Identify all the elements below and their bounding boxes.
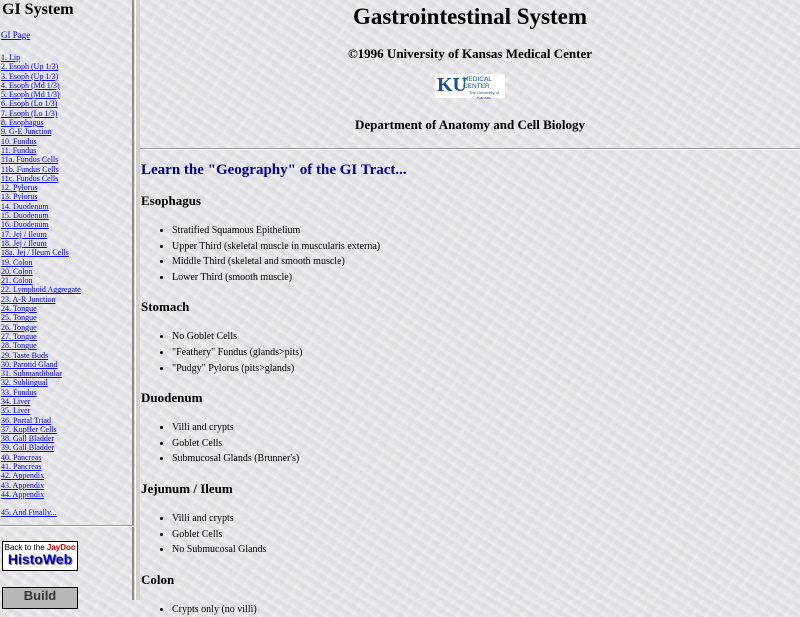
nav-link[interactable]: 9. G-E Junction xyxy=(1,127,52,137)
nav-list-item xyxy=(1,332,132,341)
nav-list xyxy=(1,53,132,499)
nav-list-item xyxy=(1,369,132,378)
nav-link[interactable]: 16. Duodenum xyxy=(1,220,49,230)
main-content-frame xyxy=(140,0,800,615)
nav-link[interactable]: 15. Duodenum xyxy=(1,211,49,221)
nav-link[interactable]: 8. Esophagus xyxy=(1,118,44,128)
nav-link[interactable]: 26. Tongue xyxy=(1,322,37,332)
nav-link[interactable]: 27. Tongue xyxy=(1,331,37,341)
nav-list-item xyxy=(1,443,132,452)
nav-list-item xyxy=(1,258,132,267)
nav-list-item xyxy=(1,267,132,276)
nav-link[interactable]: 39. Gall Bladder xyxy=(1,443,55,453)
header-divider xyxy=(140,148,800,150)
section-list-item: • Villi and crypts xyxy=(172,511,800,527)
nav-list-item xyxy=(1,304,132,313)
nav-list-item xyxy=(1,434,132,443)
nav-list-item xyxy=(1,481,132,490)
section-list xyxy=(141,511,800,558)
section-heading: Jejunum / Ileum xyxy=(141,480,233,496)
histoweb-button[interactable] xyxy=(2,541,78,571)
nav-link[interactable]: 11a. Fundus Cells xyxy=(1,155,59,165)
nav-link[interactable]: 21. Colon xyxy=(1,276,33,286)
nav-list-item xyxy=(1,378,132,387)
nav-link[interactable]: 23. A-R Junction xyxy=(1,294,56,304)
jaydoc-label: JayDoc xyxy=(46,543,76,552)
nav-list-item xyxy=(1,109,132,118)
section-list-item: • Upper Third (skeletal muscle in muscularis externa) xyxy=(172,239,800,255)
nav-link[interactable]: 2. Esoph (Up 1/3) xyxy=(1,62,59,72)
section-list xyxy=(141,223,800,285)
nav-list-item xyxy=(1,211,132,220)
nav-list-item xyxy=(1,397,132,406)
nav-list-item xyxy=(1,192,132,201)
nav-link[interactable]: 18. Jej / Ileum xyxy=(1,238,47,248)
section-heading: Duodenum xyxy=(141,390,203,406)
nav-list-item xyxy=(1,146,132,155)
section-heading: Esophagus xyxy=(141,193,201,208)
nav-link[interactable]: 37. Kupffer Cells xyxy=(1,424,57,434)
nav-link[interactable]: 6. Esoph (Lo 1/3) xyxy=(1,99,58,109)
nav-list-item xyxy=(1,276,132,285)
nav-list-item xyxy=(1,248,132,257)
nav-list-item xyxy=(1,239,132,248)
section-list xyxy=(141,420,800,467)
nav-link[interactable]: 38. Gall Bladder xyxy=(1,434,55,444)
nav-list-item xyxy=(1,295,132,304)
nav-list-item xyxy=(1,81,132,90)
section-list-item: • Goblet Cells xyxy=(172,436,800,452)
intro-heading: Learn the "Geography" of the GI Tract... xyxy=(141,162,407,178)
nav-list-item xyxy=(1,471,132,480)
nav-link[interactable]: 20. Colon xyxy=(1,266,33,276)
nav-list-item xyxy=(1,165,132,174)
section-list xyxy=(141,329,800,376)
copyright-text: ©1996 University of Kansas Medical Center xyxy=(347,46,593,61)
nav-link[interactable]: 7. Esoph (Lo 1/3) xyxy=(1,108,58,118)
nav-list-item xyxy=(1,388,132,397)
nav-link[interactable]: 29. Taste Buds xyxy=(1,350,49,360)
nav-list-item xyxy=(1,127,132,136)
nav-list-item xyxy=(1,416,132,425)
ku-logo-text: MEDICAL CENTER xyxy=(463,76,492,90)
nav-list-item xyxy=(1,137,132,146)
build-button[interactable]: Build xyxy=(2,587,78,609)
ku-logo-subtext: The University of Kansas xyxy=(468,90,499,100)
section-list-item: • Villi and crypts xyxy=(172,420,800,436)
nav-link[interactable]: 35. Liver xyxy=(1,406,31,416)
section-list-item: • "Feathery" Fundus (glands>pits) xyxy=(172,345,800,361)
nav-link[interactable]: 4. Esoph (Md 1/3) xyxy=(1,80,60,90)
section-list-item: • Submucosal Glands (Brunner's) xyxy=(172,451,800,467)
nav-link[interactable]: 32. Sublingual xyxy=(1,378,48,388)
section-heading: Stomach xyxy=(141,299,190,315)
nav-link[interactable]: 33. Fundus xyxy=(1,387,37,397)
nav-title: GI System xyxy=(2,1,74,18)
nav-list-item xyxy=(1,453,132,462)
nav-link[interactable]: 18a. Jej / Ileum Cells xyxy=(1,248,69,258)
nav-link[interactable]: 34. Liver xyxy=(1,396,31,406)
nav-link[interactable]: 31. Submandibular xyxy=(1,369,62,379)
nav-link[interactable]: 5. Esoph (Md 1/3) xyxy=(1,90,60,100)
histoweb-back-label: Back to the xyxy=(4,543,45,552)
nav-list-item xyxy=(1,313,132,322)
page-title: Gastrointestinal System xyxy=(352,4,588,29)
nav-link[interactable]: 36. Portal Triad xyxy=(1,415,52,425)
nav-list-item xyxy=(1,183,132,192)
nav-link[interactable]: 24. Tongue xyxy=(1,304,37,314)
section-list xyxy=(141,602,800,617)
nav-link-and-finally[interactable]: 45. And Finally... xyxy=(1,508,57,518)
nav-link[interactable]: 14. Duodenum xyxy=(1,201,49,211)
nav-list-item xyxy=(1,99,132,108)
nav-list-item xyxy=(1,72,132,81)
nav-list-item xyxy=(1,220,132,229)
nav-link[interactable]: 28. Tongue xyxy=(1,341,37,351)
nav-link[interactable]: 42. Appendix xyxy=(1,471,45,481)
section-list-item: • Crypts only (no villi) xyxy=(172,602,800,617)
nav-list-item xyxy=(1,462,132,471)
nav-list-item xyxy=(1,53,132,62)
section-list-item: • Middle Third (skeletal and smooth muscle) xyxy=(172,254,800,270)
nav-link[interactable]: 11. Fundus xyxy=(1,145,37,155)
nav-link[interactable]: 11b. Fundus Cells xyxy=(1,164,59,174)
department-name: Department of Anatomy and Cell Biology xyxy=(354,117,586,132)
nav-link[interactable]: 17. Jej / Ileum xyxy=(1,229,47,239)
nav-link[interactable]: 41. Pancreas xyxy=(1,462,42,472)
nav-divider xyxy=(0,525,134,527)
nav-link[interactable]: 40. Pancreas xyxy=(1,452,42,462)
left-nav-frame xyxy=(0,0,134,603)
nav-link[interactable]: 11c. Fundus Cells xyxy=(1,173,59,183)
nav-list-item xyxy=(1,202,132,211)
section-list-item: • Lower Third (smooth muscle) xyxy=(172,270,800,286)
nav-link[interactable]: 25. Tongue xyxy=(1,313,37,323)
nav-list-item xyxy=(1,360,132,369)
content-body xyxy=(140,162,800,617)
nav-list-item xyxy=(1,351,132,360)
nav-list-item xyxy=(1,118,132,127)
ku-logo-letters: KU xyxy=(437,74,467,96)
section-heading: Colon xyxy=(141,571,175,587)
nav-list-item xyxy=(1,323,132,332)
nav-list-item xyxy=(1,155,132,164)
nav-link[interactable]: 19. Colon xyxy=(1,257,33,267)
nav-link[interactable]: 30. Parotid Gland xyxy=(1,359,58,369)
nav-list-item xyxy=(1,406,132,415)
nav-list-item xyxy=(1,174,132,183)
nav-list-item xyxy=(1,230,132,239)
section-list-item: • Stratified Squamous Epithelium xyxy=(172,223,800,239)
nav-list-item xyxy=(1,341,132,350)
nav-list-item xyxy=(1,62,132,71)
nav-link[interactable]: 43. Appendix xyxy=(1,480,45,490)
section-list-item: • Goblet Cells xyxy=(172,527,800,543)
nav-link[interactable]: 10. Fundus xyxy=(1,136,37,146)
nav-list-item xyxy=(1,425,132,434)
section-list-item: • No Submucosal Glands xyxy=(172,542,800,558)
nav-link[interactable]: 13. Pylorus xyxy=(1,192,38,202)
nav-link[interactable]: 22. Lymphoid Aggregate xyxy=(1,285,81,295)
histoweb-label: HistoWeb xyxy=(7,551,73,567)
section-list-item: • "Pudgy" Pylorus (pits>glands) xyxy=(172,361,800,377)
nav-link[interactable]: 3. Esoph (Up 1/3) xyxy=(1,71,59,81)
nav-list-item xyxy=(1,90,132,99)
nav-link[interactable]: 1. Lip xyxy=(1,53,21,62)
nav-link[interactable]: 12. Pylorus xyxy=(1,183,38,193)
nav-list-item xyxy=(1,490,132,499)
ku-medical-center-logo xyxy=(435,74,505,98)
page-header xyxy=(140,0,800,133)
nav-link[interactable]: 44. Appendix xyxy=(1,489,45,499)
nav-list-item xyxy=(1,285,132,294)
gi-page-link[interactable]: GI Page xyxy=(1,30,31,40)
section-list-item: • No Goblet Cells xyxy=(172,329,800,345)
